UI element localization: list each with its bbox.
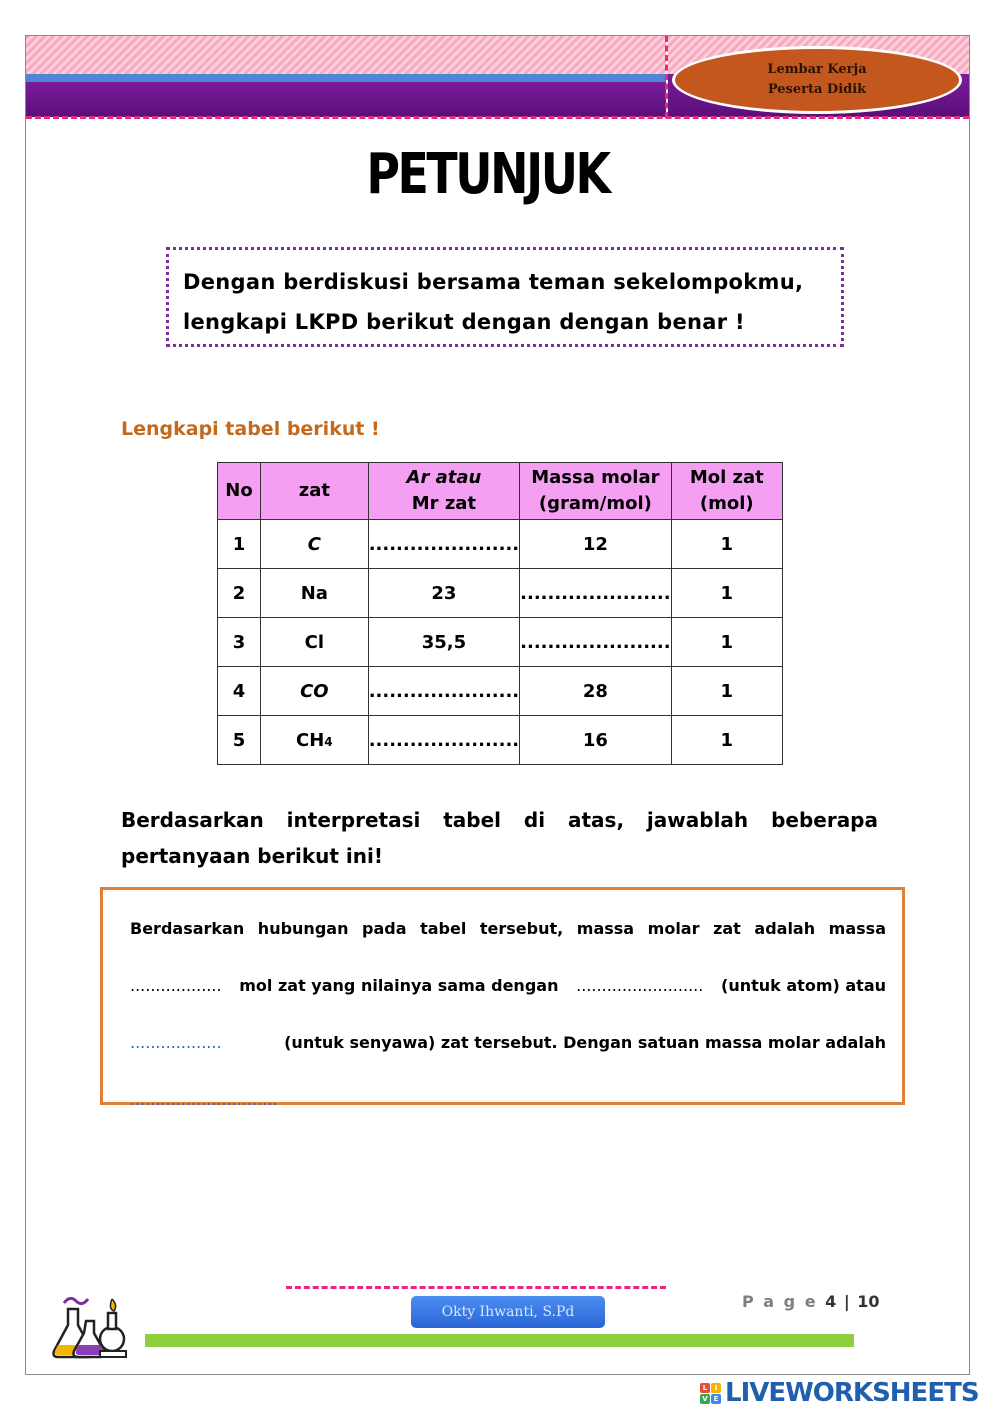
answer-word: massa bbox=[576, 919, 635, 938]
answer-text: mol zat yang nilainya sama dengan bbox=[239, 976, 559, 995]
cell-no: 3 bbox=[218, 618, 261, 667]
header-dashed-divider bbox=[665, 36, 668, 118]
footer-dashed-line bbox=[286, 1286, 666, 1289]
table-row bbox=[218, 618, 783, 667]
liveworksheets-watermark bbox=[700, 1378, 979, 1408]
answer-box bbox=[100, 887, 905, 1109]
cell-zat: Na bbox=[260, 569, 368, 618]
logo-tile: I bbox=[711, 1383, 721, 1393]
cell-no: 5 bbox=[218, 716, 261, 765]
lab-flask-icon bbox=[50, 1295, 132, 1361]
cell-mol: 1 bbox=[671, 520, 782, 569]
instruction-box bbox=[166, 247, 844, 347]
cell-ar-blank[interactable]: ...................... bbox=[368, 667, 519, 716]
answer-blank-1[interactable]: .................. bbox=[130, 976, 222, 995]
page-label: P a g e bbox=[742, 1292, 818, 1311]
table-header-row bbox=[218, 463, 783, 520]
header-mol-line1: Mol zat bbox=[689, 467, 764, 488]
header-mol-line2: (mol) bbox=[699, 493, 754, 514]
cell-ar: 35,5 bbox=[368, 618, 519, 667]
cell-mol: 1 bbox=[671, 618, 782, 667]
header-mm-line1: Massa molar bbox=[531, 467, 660, 488]
cell-massa-molar: 16 bbox=[520, 716, 671, 765]
answer-word: tabel bbox=[420, 919, 467, 938]
badge-line-2: Peserta Didik bbox=[767, 82, 867, 97]
instruction-line-2: lengkapi LKPD berikut dengan dengan benar ! bbox=[183, 310, 745, 334]
cell-mol: 1 bbox=[671, 667, 782, 716]
table-row bbox=[218, 520, 783, 569]
author-label: Okty Ihwanti, S.Pd bbox=[411, 1296, 605, 1328]
cell-massa-molar-blank[interactable]: ...................... bbox=[520, 618, 671, 667]
logo-tile: E bbox=[711, 1394, 721, 1404]
header-ar bbox=[368, 463, 519, 520]
page-separator: | bbox=[843, 1292, 850, 1311]
cell-zat bbox=[260, 716, 368, 765]
cell-zat: C bbox=[260, 520, 368, 569]
header-no: No bbox=[218, 463, 261, 520]
cell-zat: CO bbox=[260, 667, 368, 716]
answer-word: massa bbox=[828, 919, 886, 938]
answer-blank-2[interactable]: ......................... bbox=[576, 976, 704, 995]
cell-zat: Cl bbox=[260, 618, 368, 667]
mole-table bbox=[217, 462, 783, 765]
liveworksheets-text: LIVEWORKSHEETS bbox=[725, 1378, 979, 1408]
answer-word: tersebut, bbox=[479, 919, 564, 938]
cell-ar-blank[interactable]: ...................... bbox=[368, 716, 519, 765]
table-row bbox=[218, 569, 783, 618]
lkpd-badge bbox=[672, 46, 962, 114]
header-mm-line2: (gram/mol) bbox=[538, 493, 652, 514]
cell-massa-molar: 28 bbox=[520, 667, 671, 716]
answer-blank-3[interactable]: .................. bbox=[130, 1033, 222, 1052]
cell-no: 2 bbox=[218, 569, 261, 618]
badge-line-1: Lembar Kerja bbox=[767, 62, 867, 77]
header-ar-line1: Ar atau bbox=[406, 467, 482, 488]
table-lead: Lengkapi tabel berikut ! bbox=[121, 418, 380, 440]
cell-zat-subscript: 4 bbox=[324, 734, 333, 749]
page-title: PETUNJUK bbox=[366, 142, 609, 207]
answer-word: pada bbox=[362, 919, 407, 938]
answer-line-1 bbox=[130, 900, 886, 957]
logo-tile: L bbox=[700, 1383, 710, 1393]
page-current: 4 bbox=[825, 1292, 837, 1311]
cell-mol: 1 bbox=[671, 569, 782, 618]
answer-line-3 bbox=[130, 1014, 886, 1071]
answer-text: (untuk atom) atau bbox=[721, 976, 886, 995]
logo-tile: V bbox=[700, 1394, 710, 1404]
answer-word: hubungan bbox=[257, 919, 349, 938]
liveworksheets-logo-icon bbox=[700, 1383, 721, 1404]
cell-zat-formula: CH bbox=[296, 729, 325, 751]
header-pink-band bbox=[26, 36, 666, 74]
answer-line-4 bbox=[130, 1071, 886, 1128]
answer-line-2 bbox=[130, 957, 886, 1014]
answer-word: adalah bbox=[754, 919, 816, 938]
answer-word: molar bbox=[647, 919, 700, 938]
header-purple-band bbox=[26, 82, 666, 117]
instruction-line-1: Dengan berdiskusi bersama teman sekelompokmu, bbox=[183, 270, 804, 294]
header-blue-stripe bbox=[26, 74, 666, 82]
header-zat: zat bbox=[260, 463, 368, 520]
cell-ar-blank[interactable]: ...................... bbox=[368, 520, 519, 569]
cell-ar: 23 bbox=[368, 569, 519, 618]
header-ar-line2: Mr zat bbox=[411, 493, 477, 514]
page-total: 10 bbox=[857, 1292, 880, 1311]
question-intro: Berdasarkan interpretasi tabel di atas, jawablah beberapa pertanyaan berikut ini! bbox=[121, 808, 878, 868]
cell-no: 1 bbox=[218, 520, 261, 569]
footer-green-bar bbox=[145, 1334, 854, 1347]
header-massa-molar bbox=[520, 463, 671, 520]
cell-mol: 1 bbox=[671, 716, 782, 765]
cell-massa-molar: 12 bbox=[520, 520, 671, 569]
table-row bbox=[218, 716, 783, 765]
page-number bbox=[742, 1292, 880, 1311]
answer-text: (untuk senyawa) zat tersebut. Dengan satuan massa molar adalah bbox=[284, 1033, 886, 1052]
header-dashed-bottom bbox=[26, 116, 969, 119]
cell-no: 4 bbox=[218, 667, 261, 716]
table-row bbox=[218, 667, 783, 716]
answer-word: Berdasarkan bbox=[130, 919, 245, 938]
answer-blank-4[interactable]: ............................. bbox=[130, 1090, 278, 1109]
header-mol bbox=[671, 463, 782, 520]
cell-massa-molar-blank[interactable]: ...................... bbox=[520, 569, 671, 618]
answer-word: zat bbox=[713, 919, 741, 938]
